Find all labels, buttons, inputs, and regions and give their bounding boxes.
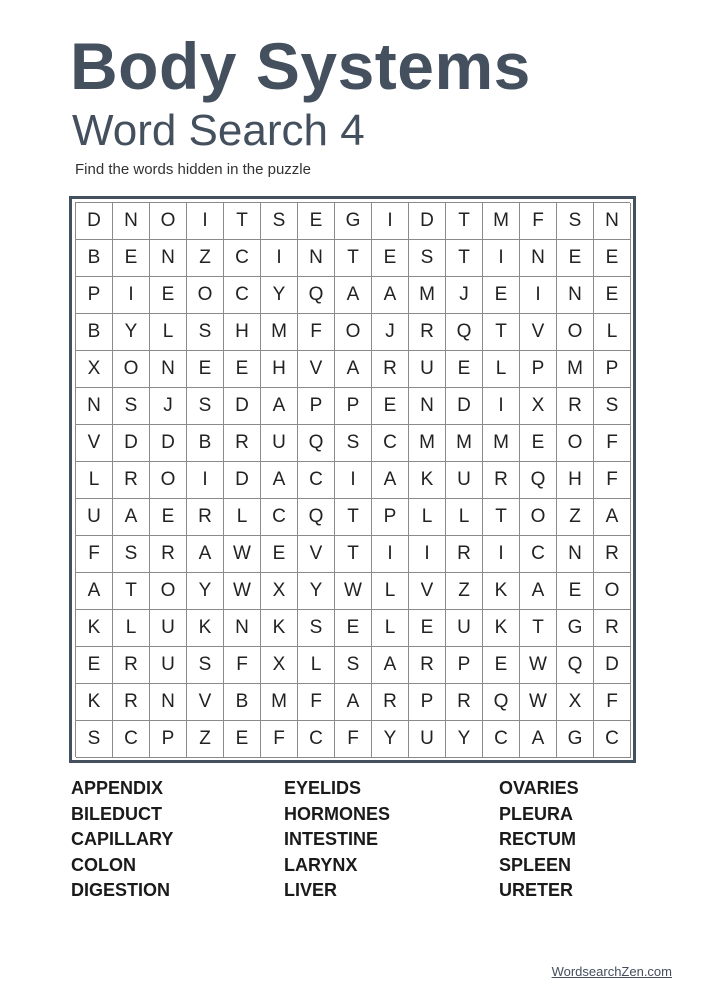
grid-cell[interactable]: F	[224, 647, 261, 684]
grid-cell[interactable]: P	[298, 388, 335, 425]
grid-cell[interactable]: R	[372, 684, 409, 721]
word-item: LARYNX	[284, 854, 358, 875]
word-item: INTESTINE	[284, 829, 379, 850]
grid-cell[interactable]: I	[261, 240, 298, 277]
grid-cell[interactable]: C	[298, 462, 335, 499]
grid-cell[interactable]: V	[409, 573, 446, 610]
grid-cell[interactable]: T	[446, 240, 483, 277]
word-item: DIGESTION	[71, 880, 171, 901]
grid-cell[interactable]: Q	[298, 277, 335, 314]
grid-cell[interactable]: W	[335, 573, 372, 610]
grid-cell[interactable]: R	[409, 314, 446, 351]
grid-cell[interactable]: A	[335, 351, 372, 388]
grid-cell[interactable]: T	[520, 610, 557, 647]
grid-cell[interactable]: O	[557, 425, 594, 462]
grid-cell[interactable]: X	[76, 351, 113, 388]
grid-cell[interactable]: L	[446, 499, 483, 536]
grid-cell[interactable]: A	[372, 277, 409, 314]
grid-cell[interactable]: P	[594, 351, 631, 388]
grid-cell[interactable]: W	[520, 684, 557, 721]
grid-cell[interactable]: O	[150, 573, 187, 610]
grid-cell[interactable]: K	[483, 610, 520, 647]
grid-cell[interactable]: P	[76, 277, 113, 314]
grid-cell[interactable]: I	[335, 462, 372, 499]
grid-cell[interactable]: H	[224, 314, 261, 351]
grid-cell[interactable]: N	[594, 203, 631, 240]
grid-cell[interactable]: V	[76, 425, 113, 462]
grid-cell[interactable]: Q	[446, 314, 483, 351]
grid-cell[interactable]: M	[261, 684, 298, 721]
grid-cell[interactable]: E	[446, 351, 483, 388]
grid-cell[interactable]: L	[594, 314, 631, 351]
grid-cell[interactable]: L	[298, 647, 335, 684]
grid-cell[interactable]: S	[113, 388, 150, 425]
grid-cell[interactable]: D	[224, 462, 261, 499]
grid-cell[interactable]: S	[187, 388, 224, 425]
grid-cell[interactable]: G	[335, 203, 372, 240]
grid-cell[interactable]: L	[483, 351, 520, 388]
grid-cell[interactable]: C	[594, 721, 631, 758]
grid-cell[interactable]: T	[335, 240, 372, 277]
grid-cell[interactable]: A	[594, 499, 631, 536]
word-item: BILEDUCT	[71, 803, 162, 824]
word-item: PLEURA	[499, 803, 574, 824]
grid-cell[interactable]: N	[298, 240, 335, 277]
grid-cell[interactable]: M	[409, 277, 446, 314]
grid-cell[interactable]: S	[409, 240, 446, 277]
grid-cell[interactable]: X	[261, 573, 298, 610]
grid-cell[interactable]: P	[150, 721, 187, 758]
grid-cell[interactable]: F	[261, 721, 298, 758]
grid-cell[interactable]: R	[483, 462, 520, 499]
grid-cell[interactable]: A	[372, 462, 409, 499]
grid-cell[interactable]: V	[187, 684, 224, 721]
grid-cell[interactable]: Z	[446, 573, 483, 610]
grid-cell[interactable]: N	[557, 536, 594, 573]
grid-cell[interactable]: J	[150, 388, 187, 425]
grid-cell[interactable]: I	[409, 536, 446, 573]
grid-cell[interactable]: T	[113, 573, 150, 610]
grid-cell[interactable]: C	[298, 721, 335, 758]
grid-cell[interactable]: R	[187, 499, 224, 536]
grid-cell[interactable]: B	[187, 425, 224, 462]
grid-cell[interactable]: R	[594, 610, 631, 647]
grid-cell[interactable]: S	[113, 536, 150, 573]
grid-cell[interactable]: A	[261, 388, 298, 425]
grid-cell[interactable]: N	[224, 610, 261, 647]
grid-cell[interactable]: N	[150, 351, 187, 388]
grid-cell[interactable]: K	[409, 462, 446, 499]
grid-cell[interactable]: R	[446, 684, 483, 721]
grid-cell[interactable]: T	[483, 314, 520, 351]
grid-cell[interactable]: H	[261, 351, 298, 388]
grid-cell[interactable]: F	[594, 425, 631, 462]
grid-cell[interactable]: D	[409, 203, 446, 240]
grid-cell[interactable]: K	[76, 684, 113, 721]
grid-cell[interactable]: F	[76, 536, 113, 573]
grid-cell[interactable]: G	[557, 721, 594, 758]
grid-cell[interactable]: E	[261, 536, 298, 573]
grid-cell[interactable]: U	[409, 351, 446, 388]
grid-cell[interactable]: U	[76, 499, 113, 536]
grid-cell[interactable]: D	[113, 425, 150, 462]
grid-cell[interactable]: L	[372, 610, 409, 647]
grid-cell[interactable]: X	[557, 684, 594, 721]
grid-cell[interactable]: S	[335, 425, 372, 462]
grid-cell[interactable]: D	[150, 425, 187, 462]
grid-cell[interactable]: S	[187, 314, 224, 351]
grid-cell[interactable]: U	[261, 425, 298, 462]
grid-cell[interactable]: F	[298, 314, 335, 351]
grid-cell[interactable]: C	[113, 721, 150, 758]
grid-cell[interactable]: E	[372, 240, 409, 277]
grid-cell[interactable]: F	[594, 462, 631, 499]
grid-cell[interactable]: E	[594, 240, 631, 277]
grid-cell[interactable]: M	[483, 203, 520, 240]
grid-cell[interactable]: R	[372, 351, 409, 388]
grid-cell[interactable]: I	[113, 277, 150, 314]
grid-cell[interactable]: R	[150, 536, 187, 573]
grid-cell[interactable]: I	[187, 203, 224, 240]
grid-cell[interactable]: C	[372, 425, 409, 462]
grid-cell[interactable]: K	[76, 610, 113, 647]
grid-cell[interactable]: P	[446, 647, 483, 684]
grid-cell[interactable]: Z	[557, 499, 594, 536]
grid-cell[interactable]: C	[483, 721, 520, 758]
grid-cell[interactable]: C	[261, 499, 298, 536]
grid-cell[interactable]: O	[594, 573, 631, 610]
grid-cell[interactable]: R	[113, 647, 150, 684]
grid-cell[interactable]: D	[76, 203, 113, 240]
grid-cell[interactable]: Q	[298, 499, 335, 536]
grid-cell[interactable]: E	[150, 277, 187, 314]
grid-cell[interactable]: O	[187, 277, 224, 314]
grid-cell[interactable]: W	[224, 536, 261, 573]
grid-cell[interactable]: U	[446, 462, 483, 499]
grid-cell[interactable]: G	[557, 610, 594, 647]
grid-cell[interactable]: R	[446, 536, 483, 573]
grid-cell[interactable]: Y	[187, 573, 224, 610]
word-item: CAPILLARY	[71, 829, 174, 850]
grid-cell[interactable]: L	[409, 499, 446, 536]
grid-cell[interactable]: D	[594, 647, 631, 684]
grid-cell[interactable]: E	[557, 573, 594, 610]
grid-cell[interactable]: V	[298, 536, 335, 573]
grid-cell[interactable]: S	[261, 203, 298, 240]
word-list	[71, 776, 671, 906]
grid-cell[interactable]: E	[224, 351, 261, 388]
grid-cell[interactable]: J	[446, 277, 483, 314]
grid-cell[interactable]: A	[372, 647, 409, 684]
grid-cell[interactable]: H	[557, 462, 594, 499]
grid-cell[interactable]: A	[76, 573, 113, 610]
grid-cell[interactable]: V	[520, 314, 557, 351]
grid-cell[interactable]: T	[446, 203, 483, 240]
grid-cell[interactable]: F	[594, 684, 631, 721]
grid-cell[interactable]: L	[150, 314, 187, 351]
word-item: RECTUM	[499, 829, 576, 850]
grid-cell[interactable]: U	[409, 721, 446, 758]
grid-cell[interactable]: S	[187, 647, 224, 684]
grid-cell[interactable]: N	[557, 277, 594, 314]
grid-cell[interactable]: I	[520, 277, 557, 314]
grid-cell[interactable]: I	[187, 462, 224, 499]
grid-cell[interactable]: L	[372, 573, 409, 610]
grid-cell[interactable]: R	[113, 684, 150, 721]
grid-cell[interactable]: N	[76, 388, 113, 425]
grid-cell[interactable]: S	[594, 388, 631, 425]
grid-cell[interactable]: I	[372, 536, 409, 573]
word-item: HORMONES	[284, 803, 391, 824]
grid-cell[interactable]: P	[372, 499, 409, 536]
grid-cell[interactable]: U	[150, 610, 187, 647]
grid-cell[interactable]: N	[409, 388, 446, 425]
grid-cell[interactable]: R	[409, 647, 446, 684]
grid-cell[interactable]: P	[335, 388, 372, 425]
grid-cell[interactable]: E	[113, 240, 150, 277]
grid-cell[interactable]: E	[335, 610, 372, 647]
grid-cell[interactable]: S	[76, 721, 113, 758]
word-item: LIVER	[284, 880, 338, 901]
word-item: URETER	[499, 880, 574, 901]
grid-cell[interactable]: D	[446, 388, 483, 425]
grid-cell[interactable]: B	[224, 684, 261, 721]
word-column-2	[284, 776, 484, 904]
grid-cell[interactable]: L	[224, 499, 261, 536]
grid-cell[interactable]: A	[335, 277, 372, 314]
grid-cell[interactable]: B	[76, 314, 113, 351]
grid-cell[interactable]: O	[113, 351, 150, 388]
grid-cell[interactable]: A	[113, 499, 150, 536]
grid-cell[interactable]: E	[150, 499, 187, 536]
grid-cell[interactable]: R	[594, 536, 631, 573]
grid-cell[interactable]: S	[557, 203, 594, 240]
grid-cell[interactable]: O	[335, 314, 372, 351]
grid-cell[interactable]: V	[298, 351, 335, 388]
grid-cell[interactable]: E	[372, 388, 409, 425]
grid-cell[interactable]: K	[483, 573, 520, 610]
grid-cell[interactable]: M	[446, 425, 483, 462]
grid-cell[interactable]: E	[187, 351, 224, 388]
grid-cell[interactable]: N	[113, 203, 150, 240]
grid-cell[interactable]: L	[113, 610, 150, 647]
title-line-1: Body Systems	[70, 29, 531, 103]
grid-cell[interactable]: O	[150, 462, 187, 499]
grid-cell[interactable]: E	[409, 610, 446, 647]
grid-cell[interactable]: Q	[298, 425, 335, 462]
grid-cell[interactable]: A	[187, 536, 224, 573]
grid-cell[interactable]: P	[409, 684, 446, 721]
grid-cell[interactable]: M	[557, 351, 594, 388]
grid-cell[interactable]: Q	[557, 647, 594, 684]
word-item: OVARIES	[499, 778, 579, 798]
word-item: SPLEEN	[499, 854, 572, 875]
word-item: EYELIDS	[284, 778, 362, 798]
grid-cell[interactable]: O	[520, 499, 557, 536]
puzzle-frame	[69, 196, 636, 763]
title-line-2: Word Search 4	[72, 106, 365, 155]
grid-cell[interactable]: C	[224, 240, 261, 277]
grid-cell[interactable]: E	[483, 277, 520, 314]
grid-cell[interactable]: Z	[187, 721, 224, 758]
grid-cell[interactable]: T	[483, 499, 520, 536]
grid-cell[interactable]: E	[594, 277, 631, 314]
grid-cell[interactable]: F	[520, 203, 557, 240]
grid-cell[interactable]: N	[520, 240, 557, 277]
grid-cell[interactable]: F	[335, 721, 372, 758]
grid-cell[interactable]: S	[298, 610, 335, 647]
grid-cell[interactable]: J	[372, 314, 409, 351]
grid-cell[interactable]: U	[446, 610, 483, 647]
grid-cell[interactable]: N	[150, 684, 187, 721]
grid-cell[interactable]: M	[483, 425, 520, 462]
word-column-1	[71, 776, 271, 904]
site-link[interactable]: WordsearchZen.com	[551, 964, 672, 979]
grid-cell[interactable]: I	[483, 240, 520, 277]
grid-cell[interactable]: Q	[483, 684, 520, 721]
grid-cell[interactable]: R	[113, 462, 150, 499]
grid-cell[interactable]: T	[224, 203, 261, 240]
grid-cell[interactable]: F	[298, 684, 335, 721]
grid-cell[interactable]: Z	[187, 240, 224, 277]
grid-cell[interactable]: M	[409, 425, 446, 462]
grid-cell[interactable]: Y	[113, 314, 150, 351]
grid-cell[interactable]: O	[557, 314, 594, 351]
grid-cell[interactable]: A	[261, 462, 298, 499]
grid-cell[interactable]: I	[483, 388, 520, 425]
grid-cell[interactable]: E	[298, 203, 335, 240]
grid-cell[interactable]: K	[261, 610, 298, 647]
word-column-3	[499, 776, 699, 904]
grid-cell[interactable]: Y	[298, 573, 335, 610]
grid-cell[interactable]: A	[335, 684, 372, 721]
grid-cell[interactable]: Y	[372, 721, 409, 758]
grid-cell[interactable]: P	[520, 351, 557, 388]
grid-cell[interactable]: T	[335, 499, 372, 536]
grid-cell[interactable]: E	[520, 425, 557, 462]
grid-cell[interactable]: X	[520, 388, 557, 425]
grid-cell[interactable]: E	[557, 240, 594, 277]
instructions: Find the words hidden in the puzzle	[75, 161, 311, 178]
grid-cell[interactable]: W	[224, 573, 261, 610]
grid-cell[interactable]: A	[520, 721, 557, 758]
grid-cell[interactable]: E	[483, 647, 520, 684]
grid-cell[interactable]: Y	[261, 277, 298, 314]
grid-cell[interactable]: L	[76, 462, 113, 499]
grid-cell[interactable]: W	[520, 647, 557, 684]
grid-cell[interactable]: E	[224, 721, 261, 758]
grid-cell[interactable]: O	[150, 203, 187, 240]
word-item: COLON	[71, 854, 136, 875]
grid-cell[interactable]: Q	[520, 462, 557, 499]
grid-cell[interactable]: C	[224, 277, 261, 314]
grid-cell[interactable]: C	[520, 536, 557, 573]
grid-cell[interactable]: E	[76, 647, 113, 684]
word-item: APPENDIX	[71, 778, 164, 798]
grid-cell[interactable]: I	[372, 203, 409, 240]
grid-cell[interactable]: R	[224, 425, 261, 462]
grid-cell[interactable]: I	[483, 536, 520, 573]
grid-cell[interactable]: K	[187, 610, 224, 647]
grid-cell[interactable]: N	[150, 240, 187, 277]
grid-cell[interactable]: S	[335, 647, 372, 684]
grid-cell[interactable]: D	[224, 388, 261, 425]
grid-cell[interactable]: U	[150, 647, 187, 684]
grid-cell[interactable]: B	[76, 240, 113, 277]
grid-cell[interactable]: T	[335, 536, 372, 573]
grid-cell[interactable]: R	[557, 388, 594, 425]
grid-cell[interactable]: A	[520, 573, 557, 610]
letter-grid	[75, 202, 630, 757]
grid-cell[interactable]: M	[261, 314, 298, 351]
grid-cell[interactable]: Y	[446, 721, 483, 758]
grid-cell[interactable]: X	[261, 647, 298, 684]
